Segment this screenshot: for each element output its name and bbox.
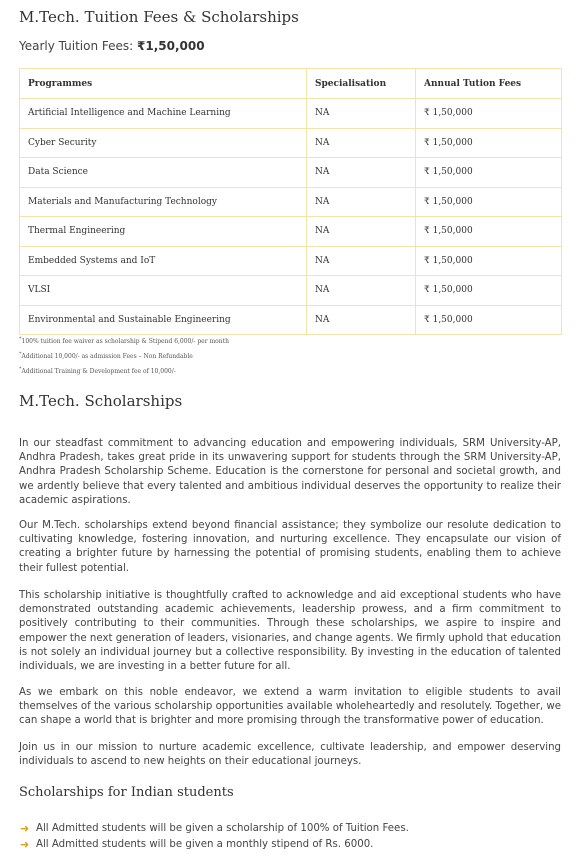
fee-cell: ₹ 1,50,000 — [416, 128, 562, 158]
scholarship-paragraph: Join us in our mission to nurture academic excellence, cultivate leadership, and empower deserving individuals to ascend to new heights on their educational journeys. — [19, 742, 561, 768]
scholarship-paragraph: This scholarship initiative is thoughtfully crafted to acknowledge and aid exceptional students who have demonstrated outstanding academic achievements, leadership prowess, and a firm commitment to positively contributing to their communities. Through these scholarships, we aspire to inspire and empower the next generation of leaders, visionaries, and change agents. We firmly uphold that education is not solely an individual journey but a collective responsibility. By investing in the education of talented individuals, we are investing in a better future for all. — [19, 590, 561, 673]
fee-cell: ₹ 1,50,000 — [416, 187, 562, 217]
programme-cell: Thermal Engineering — [20, 217, 307, 247]
fees-table — [19, 68, 562, 335]
bullet-text: All Admitted students will be given a monthly stipend of Rs. 6000. — [36, 838, 374, 850]
yearly-fees — [19, 39, 205, 53]
table-row — [20, 305, 562, 335]
table-header-row — [20, 69, 562, 99]
programme-cell: Materials and Manufacturing Technology — [20, 187, 307, 217]
table-row — [20, 187, 562, 217]
table-row — [20, 99, 562, 129]
specialisation-cell: NA — [307, 128, 416, 158]
programme-cell: Data Science — [20, 158, 307, 188]
programme-cell: Environmental and Sustainable Engineering — [20, 305, 307, 335]
arrow-right-icon: ➜ — [20, 837, 30, 851]
bullet-text: All Admitted students will be given a scholarship of 100% of Tuition Fees. — [36, 822, 409, 834]
specialisation-cell: NA — [307, 187, 416, 217]
programme-cell: Cyber Security — [20, 128, 307, 158]
programme-cell: Artificial Intelligence and Machine Learning — [20, 99, 307, 129]
fee-cell: ₹ 1,50,000 — [416, 217, 562, 247]
specialisation-cell: NA — [307, 217, 416, 247]
page-title: M.Tech. Tuition Fees & Scholarships — [19, 8, 299, 26]
note-text: Additional 10,000/- as admission Fees – Non Refundable — [21, 353, 193, 360]
note-item: *Additional Training & Development fee of 10,000/- — [19, 366, 176, 375]
programme-cell: VLSI — [20, 276, 307, 306]
specialisation-cell: NA — [307, 246, 416, 276]
indian-bullet-list — [20, 820, 409, 852]
note-item: *Additional 10,000/- as admission Fees – Non Refundable — [19, 351, 193, 360]
specialisation-cell: NA — [307, 158, 416, 188]
fee-cell: ₹ 1,50,000 — [416, 158, 562, 188]
header-annual-fees: Annual Tution Fees — [416, 69, 562, 99]
specialisation-cell: NA — [307, 99, 416, 129]
scholarship-paragraph: Our M.Tech. scholarships extend beyond financial assistance; they symbolize our resolute dedication to cultivating knowledge, fostering innovation, and nurturing excellence. They encapsulate our vision of creating a brighter future by harnessing the potential of promising students, enabling them to achieve their fullest potential. — [19, 520, 561, 574]
list-item — [20, 820, 409, 836]
list-item — [20, 836, 409, 852]
table-row — [20, 217, 562, 247]
table-row — [20, 276, 562, 306]
fee-cell: ₹ 1,50,000 — [416, 246, 562, 276]
specialisation-cell: NA — [307, 305, 416, 335]
note-text: Additional Training & Development fee of 10,000/- — [21, 368, 176, 375]
indian-students-heading: Scholarships for Indian students — [19, 785, 234, 800]
fee-cell: ₹ 1,50,000 — [416, 99, 562, 129]
note-item: *100% tuition fee waiver as scholarship & Stipend 6,000/- per month — [19, 336, 229, 345]
specialisation-cell: NA — [307, 276, 416, 306]
table-row — [20, 246, 562, 276]
table-row — [20, 158, 562, 188]
table-row — [20, 128, 562, 158]
arrow-right-icon: ➜ — [20, 821, 30, 835]
fee-cell: ₹ 1,50,000 — [416, 305, 562, 335]
yearly-fees-label: Yearly Tuition Fees: — [19, 39, 138, 53]
yearly-fees-value: ₹1,50,000 — [137, 39, 205, 53]
fee-cell: ₹ 1,50,000 — [416, 276, 562, 306]
header-programmes: Programmes — [20, 69, 307, 99]
header-specialisation: Specialisation — [307, 69, 416, 99]
scholarship-paragraph: As we embark on this noble endeavor, we extend a warm invitation to eligible students to avail themselves of the various scholarship opportunities available wholeheartedly and resolutely. Together, we can shape a world that is brighter and more promising through the transformative power of education. — [19, 687, 561, 727]
programme-cell: Embedded Systems and IoT — [20, 246, 307, 276]
fee-notes — [19, 336, 229, 381]
scholarship-paragraph: In our steadfast commitment to advancing education and empowering individuals, SRM University-AP, Andhra Pradesh, takes great pride in its unwavering support for students through the SRM University-AP, Andhra Pradesh Scholarship Scheme. Education is the cornerstone for personal and societal growth, and we ardently believe that every talented and ambitious individual deserves the opportunity to realize their academic aspirations. — [19, 438, 561, 506]
note-text: 100% tuition fee waiver as scholarship & Stipend 6,000/- per month — [21, 338, 229, 345]
scholarships-heading: M.Tech. Scholarships — [19, 392, 183, 410]
